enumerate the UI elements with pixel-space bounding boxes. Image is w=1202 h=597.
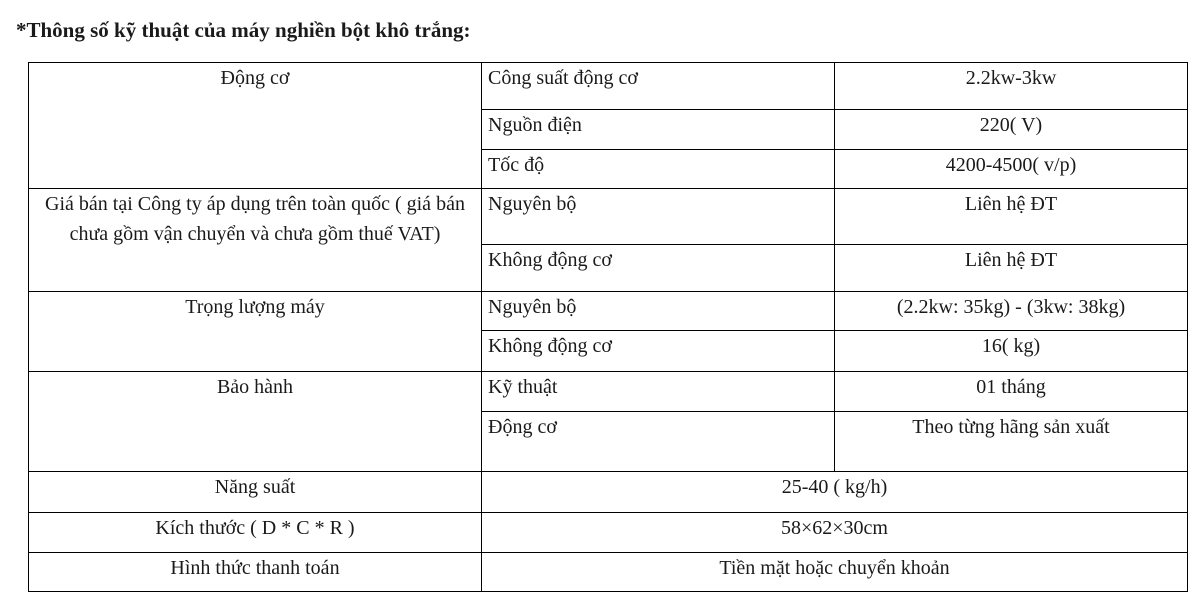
row-value: 01 tháng xyxy=(835,372,1188,412)
page-title: *Thông số kỹ thuật của máy nghiền bột khô trắng: xyxy=(16,18,471,42)
size-value: 58×62×30cm xyxy=(482,513,1188,553)
row-name: Nguồn điện xyxy=(482,110,835,150)
row-value: (2.2kw: 35kg) - (3kw: 38kg) xyxy=(835,292,1188,331)
row-name: Động cơ xyxy=(482,412,835,472)
row-name: Công suất động cơ xyxy=(482,63,835,110)
group-label-motor: Động cơ xyxy=(29,63,482,189)
size-label: Kích thước ( D * C * R ) xyxy=(29,513,482,553)
payment-value: Tiền mặt hoặc chuyển khoản xyxy=(482,553,1188,592)
spec-table xyxy=(28,62,1188,592)
row-value: 4200-4500( v/p) xyxy=(835,150,1188,189)
row-value: Theo từng hãng sản xuất xyxy=(835,412,1188,472)
row-value: 220( V) xyxy=(835,110,1188,150)
table-row xyxy=(29,553,1188,592)
row-value: Liên hệ ĐT xyxy=(835,245,1188,292)
table-row xyxy=(29,513,1188,553)
row-name: Nguyên bộ xyxy=(482,292,835,331)
table-row xyxy=(29,472,1188,513)
row-value: 2.2kw-3kw xyxy=(835,63,1188,110)
table-row xyxy=(29,189,1188,245)
payment-label: Hình thức thanh toán xyxy=(29,553,482,592)
row-name: Tốc độ xyxy=(482,150,835,189)
group-label-warranty: Bảo hành xyxy=(29,372,482,472)
row-name: Kỹ thuật xyxy=(482,372,835,412)
group-label-price: Giá bán tại Công ty áp dụng trên toàn quốc ( giá bán chưa gồm vận chuyển và chưa gồm thuế VAT) xyxy=(29,189,482,292)
table-row xyxy=(29,292,1188,331)
capacity-label: Năng suất xyxy=(29,472,482,513)
row-value: Liên hệ ĐT xyxy=(835,189,1188,245)
row-value: 16( kg) xyxy=(835,331,1188,372)
table-row xyxy=(29,63,1188,110)
row-name: Nguyên bộ xyxy=(482,189,835,245)
group-label-weight: Trọng lượng máy xyxy=(29,292,482,372)
table-row xyxy=(29,372,1188,412)
row-name: Không động cơ xyxy=(482,331,835,372)
row-name: Không động cơ xyxy=(482,245,835,292)
capacity-value: 25-40 ( kg/h) xyxy=(482,472,1188,513)
